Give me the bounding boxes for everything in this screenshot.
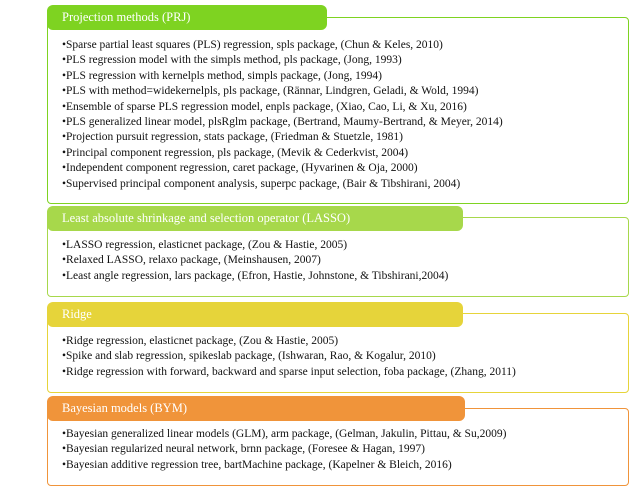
list-item: •Bayesian regularized neural network, brnn package, (Foresee & Hagan, 1997)	[62, 443, 425, 456]
list-item: •Sparse partial least squares (PLS) regression, spls package, (Chun & Keles, 2010)	[62, 39, 443, 51]
list-item: •Ridge regression, elasticnet package, (Zou & Hastie, 2005)	[62, 335, 339, 347]
list-item: •PLS regression with kernelpls method, simpls package, (Jong, 1994)	[62, 69, 382, 82]
section-projection-header: Projection methods (PRJ)	[47, 5, 327, 30]
section-ridge-header: Ridge	[47, 302, 463, 327]
list-item: •Supervised principal component analysis, superpc package, (Bair & Tibshirani, 2004)	[62, 177, 461, 190]
list-item: •Bayesian generalized linear models (GLM), arm package, (Gelman, Jakulin, Pittau, & Su,2009)	[62, 428, 507, 440]
section-projection-items	[62, 38, 503, 192]
section-lasso-header: Least absolute shrinkage and selection operator (LASSO)	[47, 206, 463, 231]
section-bayesian-items	[62, 427, 506, 473]
list-item: •Independent component regression, caret package, (Hyvarinen & Oja, 2000)	[62, 162, 418, 175]
list-item: •Spike and slab regression, spikeslab package, (Ishwaran, Rao, & Kogalur, 2010)	[62, 350, 436, 363]
list-item: •PLS regression model with the simpls method, pls package, (Jong, 1993)	[62, 54, 402, 67]
section-lasso-items	[62, 238, 448, 284]
section-bayesian-header: Bayesian models (BYM)	[47, 396, 465, 421]
list-item: •Ridge regression with forward, backward and sparse input selection, foba package, (Zhang, 2011)	[62, 365, 516, 378]
list-item: •Ensemble of sparse PLS regression model, enpls package, (Xiao, Cao, Li, & Xu, 2016)	[62, 100, 467, 113]
list-item: •Bayesian additive regression tree, bartMachine package, (Kapelner & Bleich, 2016)	[62, 458, 452, 471]
list-item: •Principal component regression, pls package, (Mevik & Cederkvist, 2004)	[62, 146, 409, 159]
list-item: •PLS generalized linear model, plsRglm package, (Bertrand, Maumy-Bertrand, & Meyer, 2014)	[62, 115, 503, 128]
list-item: •PLS with method=widekernelpls, pls package, (Rännar, Lindgren, Geladi, & Wold, 1994)	[62, 85, 479, 98]
list-item: •Relaxed LASSO, relaxo package, (Meinshausen, 2007)	[62, 254, 321, 267]
list-item: •Projection pursuit regression, stats package, (Friedman & Stuetzle, 1981)	[62, 131, 403, 144]
list-item: •LASSO regression, elasticnet package, (Zou & Hastie, 2005)	[62, 239, 348, 251]
list-item: •Least angle regression, lars package, (Efron, Hastie, Johnstone, & Tibshirani,2004)	[62, 269, 449, 282]
section-ridge-items	[62, 334, 516, 380]
